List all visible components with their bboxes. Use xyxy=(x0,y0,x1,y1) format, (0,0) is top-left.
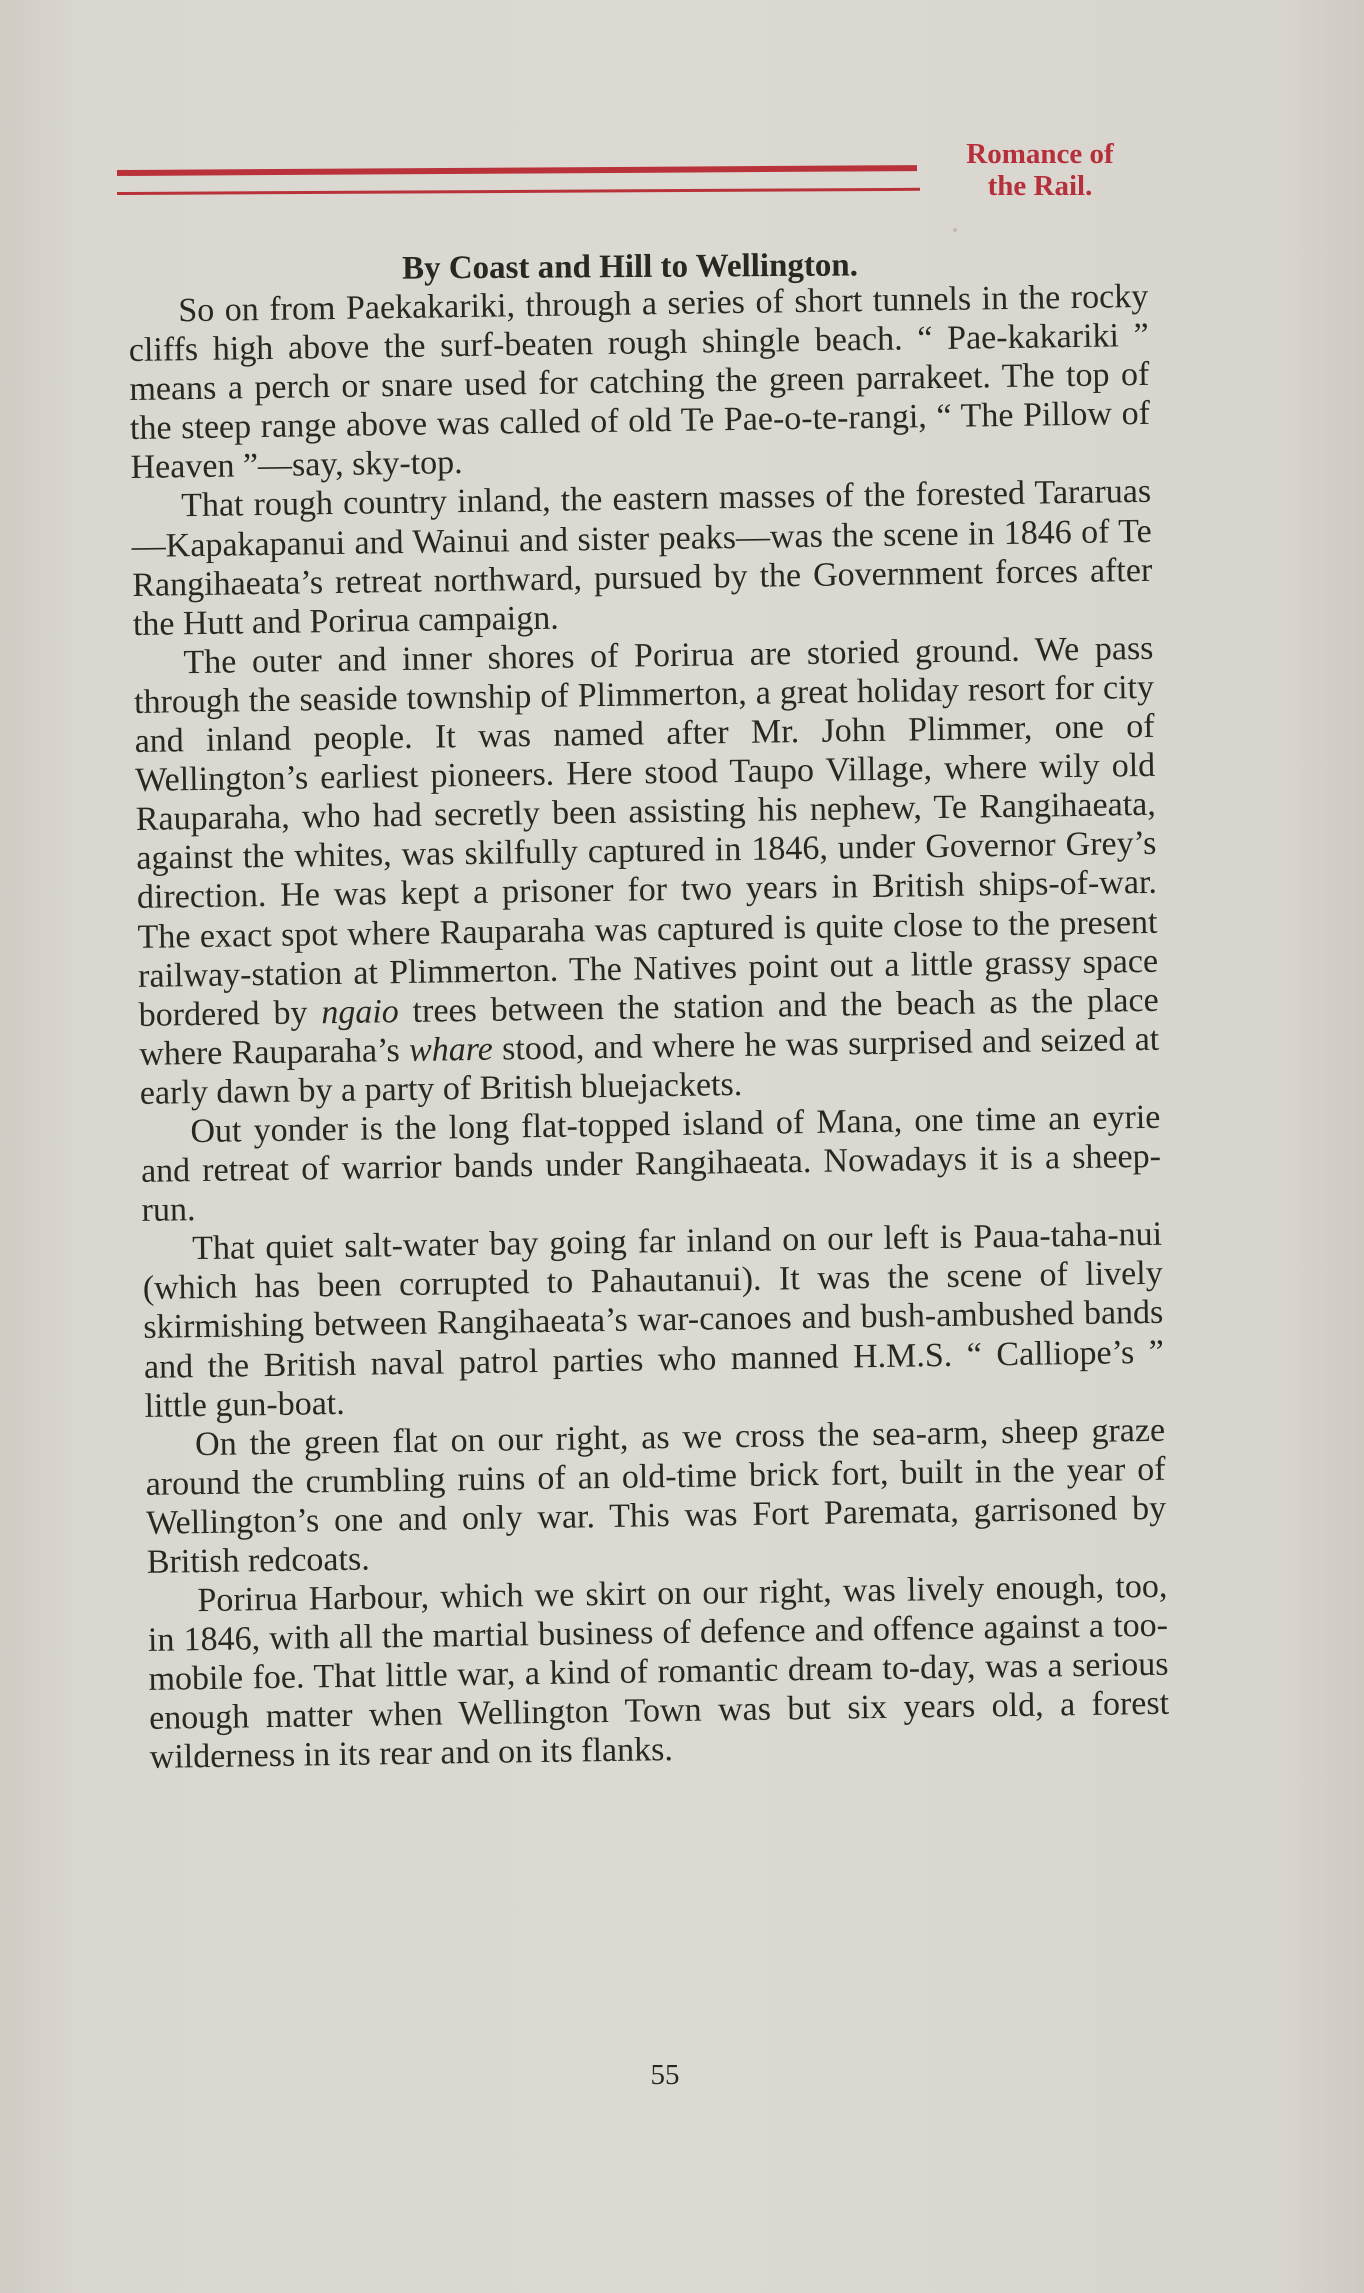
whare-word: whare xyxy=(408,1030,494,1069)
running-head-line-1: Romance of xyxy=(966,138,1114,170)
header-rule-thick xyxy=(117,165,917,176)
running-head-line-2: the Rail. xyxy=(987,170,1093,202)
ngaio-word: ngaio xyxy=(321,992,400,1031)
paragraph-6: On the green flat on our right, as we cross the sea-arm, sheep graze around the crumbling ruins of an old-time brick fort, built in the year of Wellington’s one and only war. This was Fort Paremata, garrisoned by British redcoats. xyxy=(145,1411,1167,1581)
paragraph-3-text-a: The outer and inner shores of Porirua are storied ground. We pass through the seaside township of Plimmerton, a great holiday resort for city and inland people. It was named after Mr. John Plimmer, one of Wellington’s earliest pioneers. Here stood Taupo Village, where wily old Rauparaha, who had secretly been assisting his nephew, Te Rangihaeata, against the whites, was skilfully captured in 1846, under Governor Grey’s direction. He was kept a prisoner for two years in British ships-of-war. The exact spot where Rauparaha was captured is quite close to the present railway-station at Plimmerton. The Natives point out a little grassy space bordered by xyxy=(133,629,1159,1034)
page-number: 55 xyxy=(650,2059,680,2091)
paragraph-3-text-b: trees between the station and the beach as the place where Rauparaha’s xyxy=(139,981,1159,1073)
paper-speck xyxy=(953,228,957,232)
header-rule-thin xyxy=(117,188,920,195)
paragraph-3 xyxy=(133,629,1160,1113)
running-head xyxy=(930,138,1150,202)
paragraph-1: So on from Paekakariki, through a series of short tunnels in the rocky cliffs high above the surf-beaten rough shingle beach. “ Pae-kakariki ” means a perch or snare used for catching the green parrakeet. The top of the steep range above was called of old Te Pae-o-te-rangi, “ The Pillow of Heaven ”—say, sky-top. xyxy=(128,277,1151,487)
section-heading: By Coast and Hill to Wellington. xyxy=(401,247,859,287)
paragraph-7: Porirua Harbour, which we skirt on our right, was lively enough, too, in 1846, with all the martial business of defence and offence against a too-mobile foe. That little war, a kind of romantic dream to-day, was a serious enough matter when Wellington Town was but six years old, a forest wilderness in its rear and on its flanks. xyxy=(147,1567,1170,1777)
body-text xyxy=(128,277,1170,1778)
paragraph-3-text-c: stood, and where he was surprised and seized at early dawn by a party of British bluejackets. xyxy=(139,1020,1160,1112)
paragraph-4: Out yonder is the long flat-topped island of Mana, one time an eyrie and retreat of warrior bands under Rangihaeata. Nowadays it is a sheep-run. xyxy=(140,1098,1162,1230)
paragraph-2: That rough country inland, the eastern masses of the forested Tararuas—Kapakapanui and Wainui and sister peaks—was the scene in 1846 of Te Rangihaeata’s retreat northward, pursued by the Government forces after the Hutt and Porirua campaign. xyxy=(131,473,1153,643)
paragraph-5: That quiet salt-water bay going far inland on our left is Paua-taha-nui (which has been corrupted to Pahautanui). It was the scene of lively skirmishing between Rangihaeata’s war-canoes and bush-ambushed bands and the British naval patrol parties who manned H.M.S. “ Calliope’s ” little gun-boat. xyxy=(142,1216,1165,1425)
